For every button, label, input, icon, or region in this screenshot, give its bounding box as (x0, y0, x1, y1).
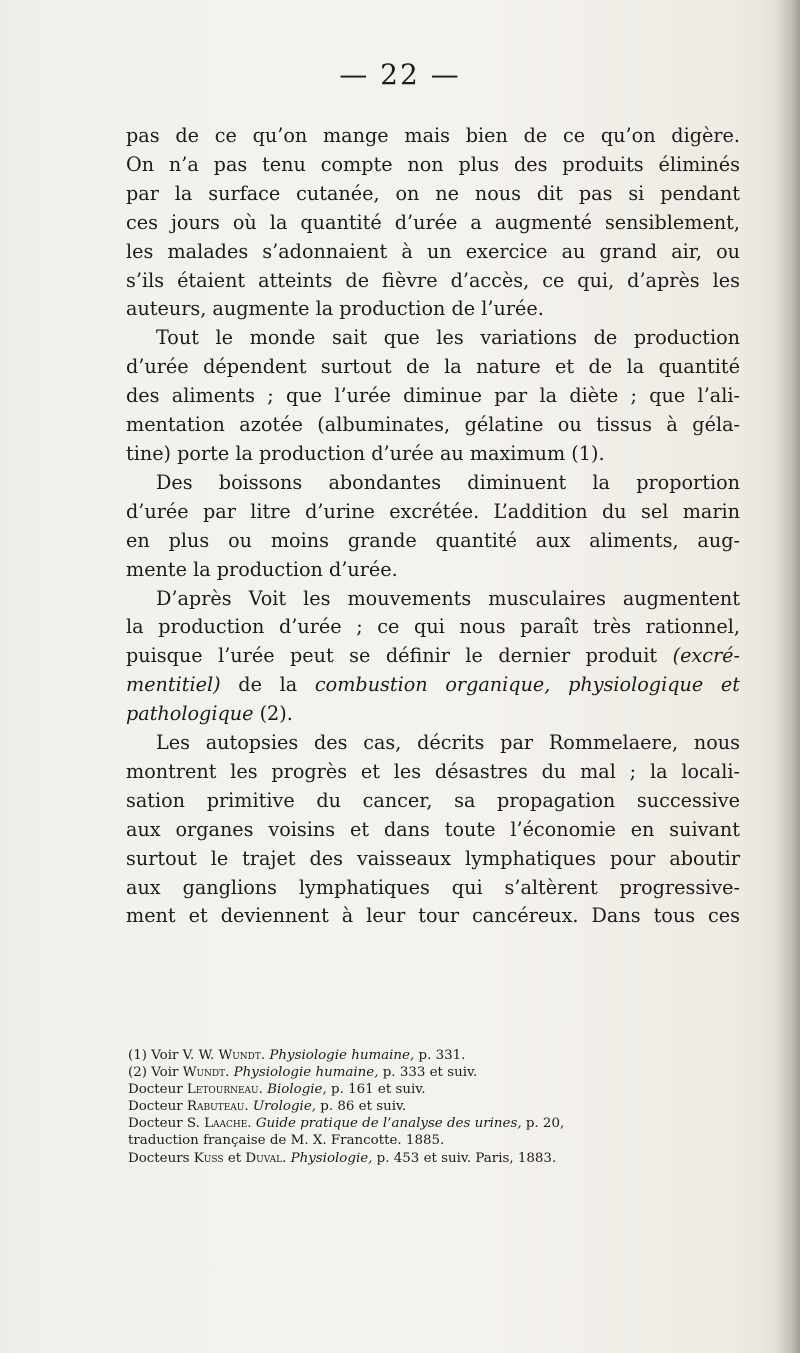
text-line: la production d’urée ; ce qui nous paraît très rationnel, (126, 615, 740, 639)
footnote-2 (128, 1064, 748, 1081)
text-line: aux ganglions lymphatiques qui s’altèrent progressive- (126, 875, 740, 899)
footnote-text: Docteur S. (128, 1116, 200, 1132)
footnote-5 (128, 1115, 748, 1132)
text-line-with-italic (126, 642, 740, 671)
text-line: par la surface cutanée, on ne nous dit pas si pendant (126, 181, 740, 205)
footnote-text: p. 333 et suiv. (382, 1065, 478, 1081)
text-line: surtout le trajet des vaisseaux lymphatiques pour aboutir (126, 846, 740, 870)
footnote-1 (128, 1047, 748, 1064)
text-line: s’ils étaient atteints de fièvre d’accès, ce qui, d’après les (126, 268, 740, 292)
text-line: On n’a pas tenu compte non plus des produits éliminés (126, 152, 740, 176)
footnote-text: Docteur (128, 1099, 183, 1115)
footnote-author: Rabuteau. (186, 1099, 249, 1115)
footnote-text: p. 331. (418, 1048, 466, 1063)
footnote-reference: (2). (259, 702, 293, 726)
footnote-text: p. 86 et suiv. (320, 1099, 407, 1115)
text-line-with-italic (126, 700, 740, 729)
footnote-author: Letourneau. (186, 1082, 263, 1098)
footnote-text: p. 453 et suiv. Paris, 1883. (376, 1150, 557, 1166)
text-line: ces jours où la quantité d’urée a augmenté sensiblement, (126, 210, 740, 234)
text-line: Tout le monde sait que les variations de production (156, 326, 740, 350)
text-line: pas de ce qu’on mange mais bien de ce qu’on digère. (126, 124, 740, 147)
text-line: les malades s’adonnaient à un exercice au grand air, ou (126, 239, 740, 263)
footnote-title: Physiologie humaine, (233, 1065, 379, 1081)
footnote-author: Wundt. (182, 1065, 230, 1081)
text-line: mente la production d’urée. (126, 557, 398, 581)
text-line: d’urée dépendent surtout de la nature et de la quantité (126, 355, 740, 379)
footnote-title: Guide pratique de l’analyse des urines, (255, 1116, 522, 1132)
text-line: sation primitive du cancer, sa propagation successive (126, 788, 740, 812)
text-line: D’après Voit les mouvements musculaires augmentent (156, 586, 740, 610)
footnote-title: Urologie, (252, 1099, 317, 1115)
footnote-title: Physiologie humaine, (269, 1048, 415, 1063)
text-line: montrent les progrès et les désastres du mal ; la locali- (126, 759, 740, 783)
italic-term: pathologique (126, 702, 254, 726)
text-line: tine) porte la production d’urée au maximum (1). (126, 441, 605, 465)
italic-term: combustion organique, physiologique et (314, 673, 740, 697)
footnote-text: (1) Voir V. W. (128, 1048, 215, 1063)
footnote-3 (128, 1081, 748, 1098)
footnote-text: Docteur (128, 1082, 183, 1098)
footnote-author: Laache. (204, 1116, 252, 1132)
footnote-text: (2) Voir (128, 1065, 179, 1081)
text-line: auteurs, augmente la production de l’urée. (126, 297, 544, 321)
footnote-author: Kuss (193, 1150, 224, 1166)
main-text (126, 122, 740, 931)
text-line: ment et deviennent à leur tour cancéreux. Dans tous ces (126, 904, 740, 928)
text-line: des aliments ; que l’urée diminue par la diète ; que l’ali- (126, 384, 740, 408)
footnote-text: p. 161 et suiv. (331, 1082, 426, 1098)
text-line: mentation azotée (albuminates, gélatine ou tissus à géla- (126, 413, 740, 437)
italic-term: mentitiel) (126, 673, 221, 697)
text-line: Les autopsies des cas, décrits par Rommelaere, nous (156, 731, 740, 755)
text-line: Des boissons abondantes diminuent la proportion (156, 470, 740, 494)
footnote-text: et (227, 1150, 242, 1166)
footnote-text: Docteurs (128, 1150, 190, 1166)
footnote-author: Duval. (245, 1150, 287, 1166)
text-line: aux organes voisins et dans toute l’économie en suivant (126, 817, 740, 841)
text-segment: puisque l’urée peut se définir le dernier produit (126, 644, 658, 668)
text-line: d’urée par litre d’urine excrétée. L’addition du sel marin (126, 499, 740, 523)
text-line-with-italic (126, 671, 740, 700)
footnotes (128, 1047, 748, 1167)
footnote-6: traduction française de M. X. Francotte. 1885. (128, 1133, 445, 1149)
text-segment: de la (238, 673, 298, 697)
footnote-text: p. 20, (525, 1116, 565, 1132)
italic-term: (excré- (672, 644, 740, 668)
page-number: — 22 — (339, 58, 461, 91)
footnote-title: Physiologie, (290, 1150, 373, 1166)
page-edge-shadow (774, 0, 800, 1353)
text-line: en plus ou moins grande quantité aux aliments, aug- (126, 528, 740, 552)
footnote-title: Biologie, (267, 1082, 327, 1098)
footnote-7 (128, 1150, 748, 1167)
footnote-4 (128, 1098, 748, 1115)
footnote-author: Wundt. (218, 1048, 266, 1063)
